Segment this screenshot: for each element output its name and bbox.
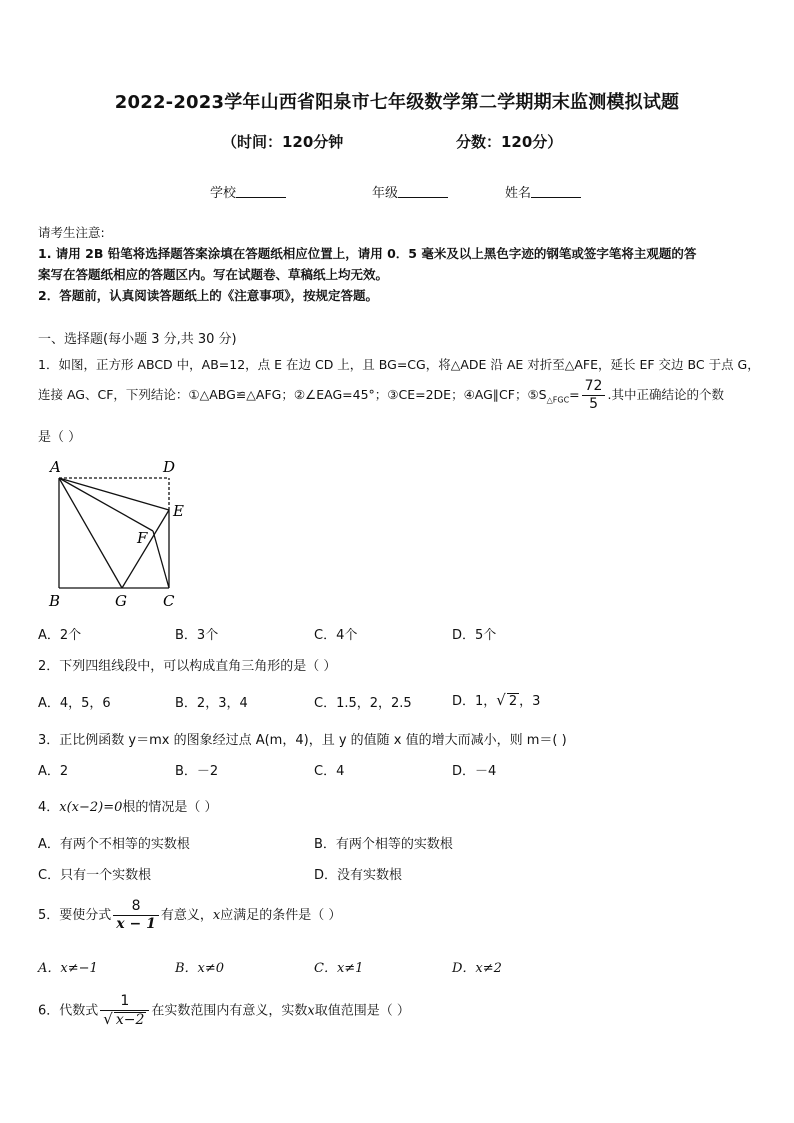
q1-line1: 1．如图，正方形 ABCD 中，AB=12，点 E 在边 CD 上，且 BG=CG，将△ADE 沿 AE 对折至△AFE，延长 EF 交边 BC 于点 G， <box>38 357 760 372</box>
q5-frac-den: x − 1 <box>116 916 156 932</box>
label-g: G <box>115 592 127 610</box>
q2-option-a[interactable]: A．4，5，6 <box>38 696 111 711</box>
q4-option-d[interactable]: D．没有实数根 <box>314 868 403 883</box>
label-d: D <box>163 458 176 476</box>
q1-line3: 是（ ） <box>38 430 82 445</box>
notice-item1-line2: 案写在答题纸相应的答题区内。写在试题卷、草稿纸上均无效。 <box>38 267 389 282</box>
q3-option-a[interactable]: A．2 <box>38 764 69 779</box>
page-title: 2022-2023学年山西省阳泉市七年级数学第二学期期末监测模拟试题 <box>114 92 680 113</box>
q6-variable: x <box>307 1003 315 1019</box>
q6-pre: 6．代数式 <box>38 1003 99 1019</box>
q1-option-a[interactable]: A．2个 <box>38 628 82 643</box>
notice-heading: 请考生注意: <box>38 225 105 240</box>
q1-line2-post: .其中正确结论的个数 <box>607 387 724 402</box>
q1-option-b[interactable]: B．3个 <box>175 628 219 643</box>
q5-option-d[interactable]: D．x≠2 <box>452 961 502 976</box>
q4-stem-line <box>38 796 218 815</box>
q5-option-b[interactable]: B．x≠0 <box>175 961 225 976</box>
q2-optd-pre: D．1， <box>452 694 497 709</box>
q4-option-c[interactable]: C．只有一个实数根 <box>38 868 152 883</box>
segment-ag <box>59 478 122 588</box>
q6-post: 取值范围是（ ） <box>314 1003 410 1019</box>
sqrt-symbol: √ <box>103 1010 113 1028</box>
q5-frac-num: 8 <box>113 898 159 916</box>
q2-option-d[interactable] <box>452 690 540 709</box>
q4-number: 4． <box>38 800 60 815</box>
q5-fraction <box>113 898 159 933</box>
grade-field <box>372 182 448 201</box>
q2-stem: 2．下列四组线段中，可以构成直角三角形的是（ ） <box>38 659 337 674</box>
q5-stem-line <box>38 898 341 933</box>
q1-line2 <box>38 378 724 413</box>
q1-line2-pre: 连接 AG、CF，下列结论：①△ABG≌△AFG；②∠EAG=45°；③CE=2DE；④AG∥CF；⑤S <box>38 387 547 402</box>
q6-frac-num: 1 <box>100 993 149 1011</box>
name-blank[interactable] <box>531 185 581 198</box>
label-e: E <box>173 502 184 520</box>
section-heading: 一、选择题(每小题 3 分,共 30 分) <box>38 332 237 347</box>
q6-frac-den: x−2 <box>115 1012 145 1028</box>
label-f: F <box>137 529 148 547</box>
notice-item2: 2．答题前，认真阅读答题纸上的《注意事项》，按规定答题。 <box>38 288 378 303</box>
grade-blank[interactable] <box>398 185 448 198</box>
q4-option-b[interactable]: B．有两个相等的实数根 <box>314 837 453 852</box>
q1-square-figure <box>40 455 200 615</box>
school-label: 学校 <box>210 186 237 201</box>
q2-option-b[interactable]: B．2，3，4 <box>175 696 248 711</box>
q1-frac-den: 5 <box>589 396 599 412</box>
name-label: 姓名 <box>505 186 532 201</box>
q1-subscript: △FGC <box>546 395 570 405</box>
q3-option-c[interactable]: C．4 <box>314 764 345 779</box>
q1-fraction <box>582 378 606 413</box>
q2-optd-post: ，3 <box>519 694 541 709</box>
q6-mid: 在实数范围内有意义，实数 <box>151 1003 308 1019</box>
q5-variable: x <box>212 908 221 923</box>
q3-option-d[interactable]: D．－4 <box>452 764 497 779</box>
q1-option-c[interactable]: C．4个 <box>314 628 358 643</box>
segment-fc <box>153 531 169 588</box>
school-blank[interactable] <box>236 185 286 198</box>
school-field <box>210 182 286 201</box>
label-a: A <box>50 458 61 476</box>
label-c: C <box>163 592 175 610</box>
q3-option-b[interactable]: B．－2 <box>175 764 219 779</box>
q1-frac-num: 72 <box>582 378 606 396</box>
q5-option-c[interactable]: C．x≠1 <box>314 961 364 976</box>
segment-eg <box>122 510 169 588</box>
notice-item1-line1: 1. 请用 2B 铅笔将选择题答案涂填在答题纸相应位置上，请用 0．5 毫米及以上黑色字迹的钢笔或签字笔将主观题的答 <box>38 246 697 261</box>
q4-stem: 根的情况是（ ） <box>122 800 218 815</box>
grade-label: 年级 <box>372 186 399 201</box>
q5-mid: 有意义， <box>160 908 213 923</box>
q1-option-d[interactable]: D．5个 <box>452 628 497 643</box>
segment-ae <box>59 478 169 510</box>
exam-score: 分数：120分） <box>456 133 563 151</box>
segment-af <box>59 478 153 531</box>
q5-post: 应满足的条件是（ ） <box>220 908 342 923</box>
q3-stem: 3．正比例函数 y＝mx 的图象经过点 A(m，4)，且 y 的值随 x 值的增大而减小，则 m＝( ) <box>38 733 567 748</box>
q1-equals: = <box>569 387 580 402</box>
name-field <box>505 182 581 201</box>
exam-time: （时间：120分钟 <box>222 133 344 151</box>
q6-fraction <box>100 993 149 1029</box>
q2-optd-radicand: 2 <box>508 694 518 709</box>
q2-option-c[interactable]: C．1.5，2，2.5 <box>314 696 412 711</box>
label-b: B <box>49 592 61 610</box>
q5-option-a[interactable]: A．x≠−1 <box>38 961 98 976</box>
q6-stem-line <box>38 993 410 1029</box>
q4-option-a[interactable]: A．有两个不相等的实数根 <box>38 837 190 852</box>
q5-pre: 5．要使分式 <box>38 908 112 923</box>
q4-equation: x(x−2)=0 <box>59 800 123 815</box>
sqrt-symbol: √ <box>496 691 506 709</box>
q6-frac-den-wrap <box>100 1011 149 1029</box>
